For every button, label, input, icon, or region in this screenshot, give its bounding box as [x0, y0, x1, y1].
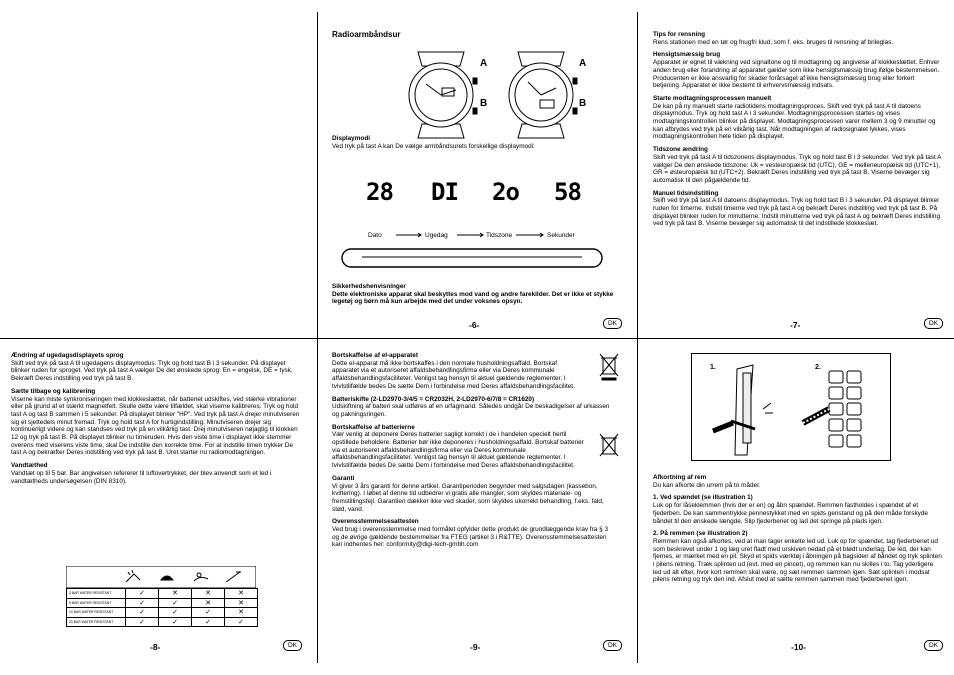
page-number-9: -9- [470, 642, 481, 652]
weee-bin-icon [598, 432, 620, 462]
watch-left [409, 52, 477, 138]
button-a-label: A [480, 58, 488, 69]
weee-bin-icon [598, 352, 620, 382]
page-9: Bortskaffelse af el-apparatet Dette el-apparat må ikke bortskaffes i den normale husholdningsaffald. Bortskaf apparatet via et autoriseret affaldsbehandlingsfirma eller via Deres kommunale affaldsbehandlingsfaciliteter. Venligst tag hensyn til aktuel gældende reglementer. I tvivlstilfælde bedes De sætte Dem i forbindelse med Deres affaldsbehandlingsfacilitet. Batteriskifte (2-LD2970-3/4/5 = CR2032H, 2-LD2970-6/7/8 = CR1620) Udskiftning af batteri skal udføres af en urfagmand. Således undgår De beskadigelser af urkassen og pakningsringen. Bortskaffelse af batterierne Vær venlig at deponere Deres batterier sagligt korrekt i de i handelen specielt hertil opstillede beholdere. Batterier bør ikke deponeres i husholdningsaffald. Bortskaf batterier via et autoriseret affaldsbehandlingsfirma eller via Deres kommunale affaldsbehandlingsfaciliteter. Venligst tag hensyn til aktuel gældende reglementer. I tvivlstilfælde bedes De sætte Dem i forbindelse med Deres affaldsbehandlingsfacilitet. Garanti Vi giver 3 års garanti for denne artikel. Garantiperioden begynder med salgsdagen (kassebon, kvittering). I løbet af denne tid udbedrer vi gratis alle mangler, som skyldes materiale- og fremstillingsfejl. Garantien dækker ikke ved skader, som skyldes ukorrekt behandling, f.eks. fald, stød, vand. Overensstemmelsesattesten Ved brug i overensstemmelse med formålet opfylder dette produkt de grundlæggende krav fra § 3 og de øvrige gældende bestemmelser fra FTEG (artikel 3 i R&TTE). Overensstemmelsesattesten kan indhentes her: conformity@digi-tech-gmbh.com [332, 352, 610, 549]
table-row: 10 BAR WATER RESISTANT ✓ ✓ ✓ ✕ [67, 608, 258, 618]
page-6 [332, 30, 622, 335]
lcd-weekday: DI [431, 178, 458, 206]
section-heading: Tidszone ændring [653, 146, 708, 154]
mode-cycle-arrows [332, 228, 622, 273]
button-b-label-2: B [579, 98, 587, 109]
section-heading: 2. På remmen (se illustration 2) [653, 530, 748, 538]
figure-label-1: 1. [710, 364, 716, 371]
page-title: Radioarmbåndsur [332, 30, 401, 39]
language-badge: DK [603, 318, 622, 329]
language-badge: DK [924, 640, 943, 651]
section-heading: Starte modtagningsprocessen manuelt [653, 94, 772, 102]
watch-right [509, 52, 577, 138]
lcd-date: 28 [366, 178, 393, 206]
label-weekday: Ugedag [425, 232, 448, 239]
page-8: Ændring af ugedagsdisplayets sprog Skift ved tryk på tast A til ugedagens displaymodus. Tryk og hold tast B i 3 sekunder. På displayet blinker ruden for sproget. Ved tryk på tast A vælger De det ønskede sprog: En = engelsk, DE = tysk. Bekræft Deres indstilling ved tryk på tast B. Sætte tilbage og kalibrering Viserne kan miste synkroniseringen med klokkeslættet, når batteriet udskiftes, ved stærke vibrationer eller på grund af et stærkt magnetfelt. Skulle dette være tilfældet, skal viserne kalibreres. Tryk og hold tast A og tast B sammen i 5 sekunder. På displayet blinker "HP". Ved tryk på tast A drejer minutviseren sig et sjettedels minut fremad. Tryk og hold tast A for hurtigindstilling. Minutviseren drejer sig kontinuerligt videre og kan standses ved tryk på en vilkårlig tast. Drej minutviseren nøjagtig til klokken 12 og tryk på tast B. På displayet blinker nu timeruden. Hvis den viste time i displayet ikke stemmer overens med viserens viste time, skal De indstille den korrekte time. For at indstille timen trykker De tast A og bekræfter Deres indstilling ved tryk på tast B. Uret starter nu radiomodtagningen. Vandtæthed Vandtæt op til 5 bar. Bar angivelsen refererer til luftovertrykket, der blev anvendt som et led i vandtætheds undersøgelsen (DIN 8310). [11, 352, 303, 490]
section-heading: Hensigtsmæssig brug [653, 51, 721, 59]
section-heading: Bortskaffelse af batterierne [332, 423, 415, 431]
row-divider [0, 338, 954, 339]
button-a-label-2: A [579, 58, 587, 69]
section-heading: Garanti [332, 474, 355, 482]
figure-label-2: 2. [815, 364, 821, 371]
water-activity-icons [66, 566, 256, 588]
page-10: Afkortning af rem Du kan afkorte din urrem på to måder. 1. Ved spændet (se illustration 1) Luk op for låseklemmen (hvis der er en) og åbn spændet. Remmen fastholdes i spændet af et fjederben. De kan sammentrykke pennestykket med en spids genstand og på den måde forskyde båndet til den ønskede længde. Slip fjederbenet og lad det springe på plads igen. 2. På remmen (se illustration 2) Remmen kan også afkortes, ved at man tager enkelte led ud. Luk op for spændet, tag fjederbenet ud som beskrevet under 1 og læg uret fladt med urskiven nedad på et blødt underlag. De led, der kan fjernes, er mærket med en pil. Skyd et spids værktøj i åbningen på bagsiden af båndet og tryk splinten i pilens retning. Træk splinten ud (evt. med en pincet), og remmen kan nu skilles i to. Tag yderligere led ud alt efter, hvor kort remmen skal være, og sæt remmen sammen igen. Sæt splinten i modsat pilens retning og tryk den ind. Afslut med at sætte remmen sammen med fjederbenet igen. [653, 474, 942, 584]
language-badge: DK [924, 318, 943, 329]
safety-notes: Sikkerhedshenvisninger Dette elektroniske apparat skal beskyttes mod vand og andre farekilder. Det er ikke et stykke legetøj og børn må kun arbejde med det under voksnes opsyn. [332, 283, 614, 306]
section-heading: Bortskaffelse af el-apparatet [332, 352, 418, 359]
section-heading: Vandtæthed [11, 462, 48, 470]
section-heading: Afkortning af rem [653, 474, 707, 481]
strap-illustration [691, 353, 891, 461]
water-resistance-table [66, 588, 258, 627]
label-seconds: Sekunder [547, 232, 575, 239]
lcd-seconds: 58 [554, 178, 581, 206]
display-modes: Displaymodi Ved tryk på tast A kan De vælge armbåndsurets forskellige displaymodi: [332, 135, 535, 150]
lcd-timezone: 2o [492, 178, 519, 206]
section-heading: Manuel tidsindstilling [653, 189, 719, 197]
table-row: 5 BAR WATER RESISTANT ✓ ✓ ✕ ✕ [67, 598, 258, 608]
page-7: Tips for rensning Rens stationen med en tør og fnugfri klud, som f. eks. bruges til rensning af brileglas. Hensigtsmæssig brug Apparatet er egnet til vækning ved signaltone og til modtagning og angivelse af klokkeslættet. Enhver anden brug eller forandring af apparatet gælder som ikke hensigtsmæssig brug ifølge bestemmelsen. Producenten er ikke ansvarlig for skader forårsaget af ikke hensigtsmæssig brug eller forkert betjening. Apparatet er ikke bestemt til erhvervsmæssig indsats. Starte modtagningsprocessen manuelt De kan på ny manuelt starte radiotidens modtagningsproces. Skift ved tryk på tast A til datoens displaymodus. Tryk og hold tast A i 3 sekunder. Modtagningsprocessen startes og vises modtagningskontrollen blinker på displayet. Modtagningsprocessen varer mellem 3 og 9 minutter og kan afbrydes ved tryk på en vilkårlig tast. Når modtagningen af radiosignalet lykkes, vises modtagningskontrollen hele tiden på displayet. Tidszone ændring Skift ved tryk på tast A til tidszonens displaymodus. Tryk og hold tast B i 3 sekunder. Ved tryk på tast A vælger De den ønskede tidszone: Uk = vesteuropæisk tid (UTC), GE = melleneuropæisk tid (UTC+1), GR = østeuropæisk tid (UTC+2). Bekræft Deres indstilling ved tryk på tast B. Viserne bevæger sig automatisk til den pågældende tid. Manuel tidsindstilling Skift ved tryk på tast A til datoens displaymodus. Tryk og hold tast B i 3 sekunder. På displayet blinker ruden for timerne. Indstil timerne ved tryk på tast A og bekræft Deres indstilling ved tryk på tast B. På displayet blinker ruden for minutterne. Indstil minutterne ved tryk på tast A og bekræft Deres indstilling ved tryk på tast B. Viserne bevæger sig automatisk til det indstillede klokkeslæt. [653, 31, 942, 228]
language-badge: DK [603, 640, 622, 651]
table-row: 3 BAR WATER RESISTANT ✓ ✕ ✕ ✕ [67, 589, 258, 599]
section-heading: Tips for rensning [653, 31, 706, 38]
label-timezone: Tidszone [486, 232, 513, 239]
section-heading: Overensstemmelsesattesten [332, 518, 419, 526]
page-number-10: -10- [791, 642, 807, 652]
section-heading: Batteriskifte (2-LD2970-3/4/5 = CR2032H, 2-LD2970-6/7/8 = CR1620) [332, 395, 535, 403]
table-row: 20 BAR WATER RESISTANT ✓ ✓ ✓ ✓ [67, 617, 258, 627]
section-heading: 1. Ved spændet (se illustration 1) [653, 494, 753, 502]
language-badge: DK [283, 640, 302, 651]
page-number-8: -8- [150, 642, 161, 652]
button-b-label: B [480, 98, 488, 109]
section-heading: Ændring af ugedagsdisplayets sprog [11, 352, 124, 359]
section-heading: Sætte tilbage og kalibrering [11, 387, 96, 395]
page-number-7: -7- [790, 320, 801, 330]
label-date: Dato [368, 232, 382, 239]
page-number-6: -6- [469, 320, 480, 330]
watch-illustration [382, 48, 602, 143]
